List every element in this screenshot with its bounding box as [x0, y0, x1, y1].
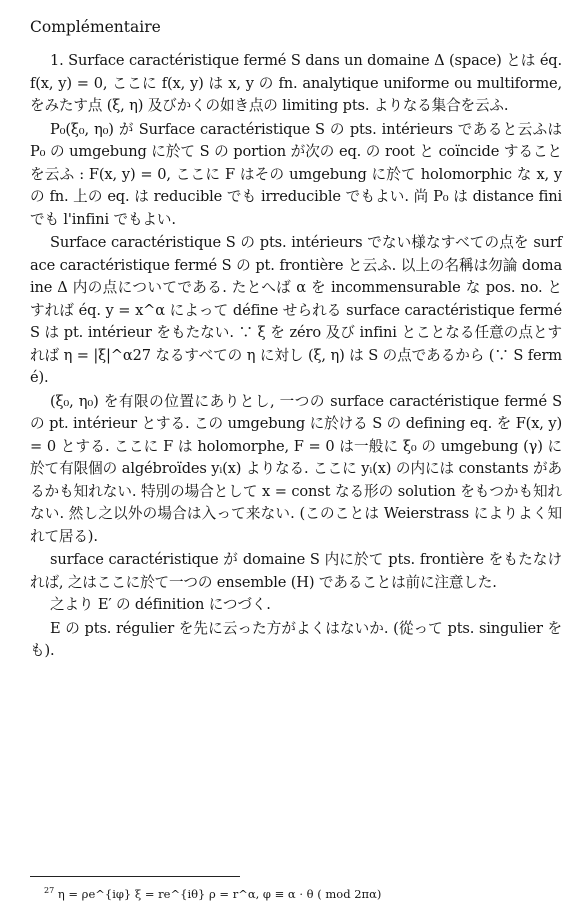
- paragraph-4: (ξ₀, η₀) を有限の位置にありとし, 一つの surface caractéristique fermé S の pt. intérieur とする. この umgebung に於ける S の defining eq. を F(x, y) = 0 とする. ここに F は holomorphe, F = 0 は一般に ξ₀ の umgebung (γ) に於て有限個の algébroïdes yᵢ(x) よりなる. ここに yᵢ(x) の内には constants があるかも知れない. 特別の場合として x = const なる形の solution をもつかも知れない. 然し之以外の場合は入って来ない. (このことは Weierstrass によりよく知れて居る).: [30, 392, 562, 545]
- paragraph-5: surface caractéristique が domaine S 内に於て pts. frontière をもたなければ, 之はここに於て一つの ensemble (H) であることは前に注意した.: [30, 551, 562, 591]
- footnote-text: η = ρe^{iφ} ξ = re^{iθ} ρ = r^α, φ ≡ α · θ ( mod 2πα): [57, 886, 382, 901]
- page-heading: Complémentaire: [30, 18, 161, 36]
- paragraph-2: P₀(ξ₀, η₀) が Surface caractéristique S の pts. intérieurs であると云ふは P₀ の umgebung に於て S の portion が次の eq. の root と coïncide することを云ふ : F(x, y) = 0, ここに F はその umgebung に於て holomorphic な x, y の fn. 上の eq. は reducible でも irreducible でもよい. 尚 P₀ は distance fini でも l'infini でもよい.: [30, 120, 562, 228]
- paragraph-6: 之より E′ の définition につづく.: [50, 596, 271, 613]
- footnote: [44, 883, 381, 902]
- paragraph-1: 1. Surface caractéristique fermé S dans un domaine Δ (space) とは éq. f(x, y) = 0, ここに f(x, y) は x, y の fn. analytique uniforme ou multiforme, をみたす点 (ξ, η) 及びかくの如き点の limiting pts. よりなる集合を云ふ.: [30, 52, 562, 114]
- paragraph-3: Surface caractéristique S の pts. intérieurs でない様なすべての点を surface caractéristique fermé S の pt. frontière と云ふ. 以上の名稱は勿論 domaine Δ 内の点についてである. たとへば α を incommensurable な pos. no. とすれば éq. y = x^α によって défine せられる surface caractéristique fermé S は pt. intérieur をもたない. ∵ ξ を zéro 及び infini とことなる任意の点とすれば η = |ξ|^α27 なるすべての η に対し (ξ, η) は S の点であるから (∵ S fermé).: [30, 234, 562, 386]
- footnote-mark: 27: [44, 886, 55, 895]
- footnote-divider: [30, 876, 240, 877]
- body-text: [30, 50, 562, 663]
- paragraph-7: E の pts. régulier を先に云った方がよくはないか. (從って pts. singulier をも).: [30, 619, 562, 659]
